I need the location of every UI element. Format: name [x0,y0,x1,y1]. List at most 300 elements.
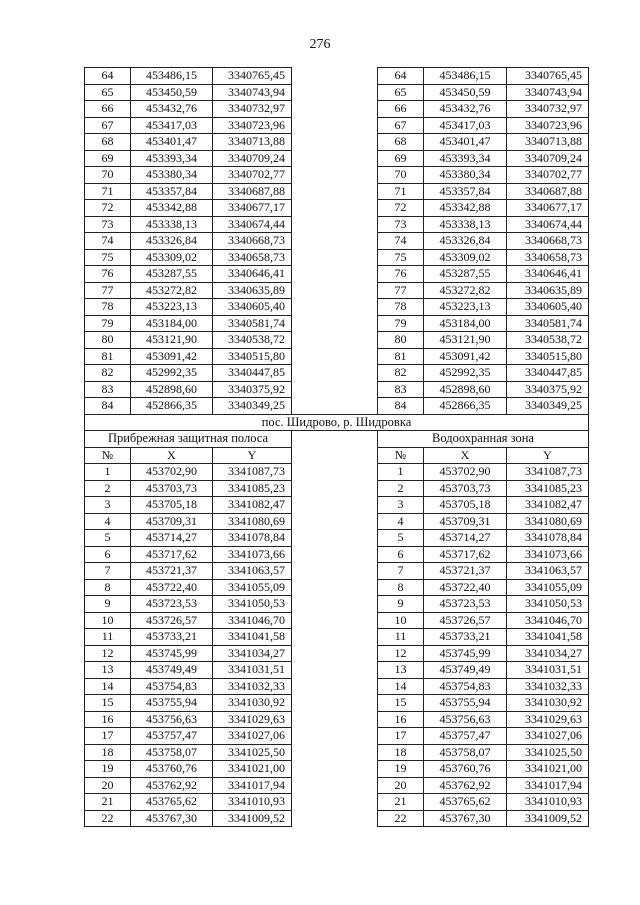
point-number-left: 11 [85,629,131,646]
x-coordinate-left: 453342,88 [131,200,213,217]
gap-cell [292,629,378,646]
x-coordinate-right: 452866,35 [424,398,507,415]
x-coordinate-right: 453722,40 [424,579,507,596]
y-coordinate-left: 3341021,00 [213,761,292,778]
x-coordinate-left: 453714,27 [131,530,213,547]
point-number-left: 68 [85,134,131,151]
y-coordinate-right: 3340375,92 [507,381,589,398]
y-coordinate-left: 3340732,97 [213,101,292,118]
table-row [85,299,589,316]
point-number-left: 65 [85,84,131,101]
table-row [85,810,589,827]
point-number-right: 9 [378,596,424,613]
x-coordinate-right: 453702,90 [424,464,507,481]
table-row [85,744,589,761]
x-coordinate-left: 453733,21 [131,629,213,646]
x-coordinate-left: 453705,18 [131,497,213,514]
y-coordinate-left: 3341041,58 [213,629,292,646]
point-number-left: 3 [85,497,131,514]
gap-cell [292,546,378,563]
gap-cell [292,645,378,662]
section-block [85,414,589,827]
y-coordinate-right: 3341080,69 [507,513,589,530]
point-number-left: 19 [85,761,131,778]
table-row [85,464,589,481]
x-coordinate-left: 453091,42 [131,348,213,365]
y-coordinate-right: 3341087,73 [507,464,589,481]
table-row [85,249,589,266]
point-number-right: 17 [378,728,424,745]
gap-cell [292,299,378,316]
point-number-left: 64 [85,68,131,85]
y-coordinate-left: 3341085,23 [213,480,292,497]
y-coordinate-right: 3340581,74 [507,315,589,332]
point-number-right: 20 [378,777,424,794]
table-row [85,381,589,398]
x-coordinate-right: 453338,13 [424,216,507,233]
point-number-left: 80 [85,332,131,349]
gap-cell [292,134,378,151]
point-number-left: 75 [85,249,131,266]
point-number-right: 21 [378,794,424,811]
y-coordinate-left: 3341073,66 [213,546,292,563]
y-coordinate-right: 3340709,24 [507,150,589,167]
point-number-right: 72 [378,200,424,217]
y-coordinate-right: 3341078,84 [507,530,589,547]
point-number-left: 67 [85,117,131,134]
table-row [85,266,589,283]
y-coordinate-right: 3341010,93 [507,794,589,811]
y-coordinate-right: 3340723,96 [507,117,589,134]
point-number-right: 65 [378,84,424,101]
gap-cell [292,794,378,811]
y-coordinate-left: 3341082,47 [213,497,292,514]
x-coordinate-left: 453357,84 [131,183,213,200]
point-number-left: 82 [85,365,131,382]
x-coordinate-right: 453749,49 [424,662,507,679]
gap-cell [292,810,378,827]
x-coordinate-left: 453765,62 [131,794,213,811]
x-coordinate-right: 453393,34 [424,150,507,167]
table-row [85,695,589,712]
point-number-left: 10 [85,612,131,629]
x-coordinate-left: 453121,90 [131,332,213,349]
x-coordinate-right: 453380,34 [424,167,507,184]
x-coordinate-right: 453762,92 [424,777,507,794]
point-number-left: 1 [85,464,131,481]
gap-cell [292,216,378,233]
table-row [85,530,589,547]
gap-cell [292,480,378,497]
point-number-right: 19 [378,761,424,778]
y-coordinate-right: 3341009,52 [507,810,589,827]
x-coordinate-left: 453717,62 [131,546,213,563]
y-coordinate-right: 3341017,94 [507,777,589,794]
table-row [85,216,589,233]
y-coordinate-right: 3340702,77 [507,167,589,184]
gap-cell [292,101,378,118]
point-number-left: 69 [85,150,131,167]
table-row [85,315,589,332]
x-coordinate-right: 453417,03 [424,117,507,134]
point-number-right: 66 [378,101,424,118]
y-coordinate-left: 3341078,84 [213,530,292,547]
x-coordinate-left: 453287,55 [131,266,213,283]
x-coordinate-right: 453121,90 [424,332,507,349]
point-number-right: 1 [378,464,424,481]
gap-cell [292,150,378,167]
y-coordinate-left: 3340646,41 [213,266,292,283]
y-coordinate-right: 3341082,47 [507,497,589,514]
x-coordinate-left: 453749,49 [131,662,213,679]
y-coordinate-right: 3340732,97 [507,101,589,118]
point-number-left: 13 [85,662,131,679]
table-row [85,612,589,629]
gap-cell [292,315,378,332]
header-x-right: X [424,447,507,464]
table-row [85,233,589,250]
point-number-left: 76 [85,266,131,283]
y-coordinate-left: 3340581,74 [213,315,292,332]
y-coordinate-right: 3340349,25 [507,398,589,415]
y-coordinate-left: 3340668,73 [213,233,292,250]
y-coordinate-right: 3340658,73 [507,249,589,266]
x-coordinate-right: 453705,18 [424,497,507,514]
x-coordinate-right: 453287,55 [424,266,507,283]
header-num-left: № [85,447,131,464]
y-coordinate-right: 3340538,72 [507,332,589,349]
point-number-right: 10 [378,612,424,629]
gap-cell [292,596,378,613]
y-coordinate-right: 3340765,45 [507,68,589,85]
x-coordinate-left: 453432,76 [131,101,213,118]
x-coordinate-left: 453417,03 [131,117,213,134]
y-coordinate-right: 3340668,73 [507,233,589,250]
x-coordinate-left: 453393,34 [131,150,213,167]
y-coordinate-left: 3340349,25 [213,398,292,415]
table-row [85,794,589,811]
point-number-right: 6 [378,546,424,563]
y-coordinate-left: 3341029,63 [213,711,292,728]
table-row [85,579,589,596]
gap-cell [292,563,378,580]
x-coordinate-right: 453745,99 [424,645,507,662]
point-number-right: 12 [378,645,424,662]
x-coordinate-left: 452866,35 [131,398,213,415]
y-coordinate-left: 3340375,92 [213,381,292,398]
y-coordinate-left: 3340674,44 [213,216,292,233]
gap-cell [292,332,378,349]
gap-cell [292,200,378,217]
y-coordinate-left: 3340713,88 [213,134,292,151]
y-coordinate-left: 3341034,27 [213,645,292,662]
x-coordinate-left: 453486,15 [131,68,213,85]
point-number-right: 7 [378,563,424,580]
y-coordinate-left: 3340765,45 [213,68,292,85]
y-coordinate-left: 3341050,53 [213,596,292,613]
y-coordinate-right: 3340743,94 [507,84,589,101]
point-number-right: 79 [378,315,424,332]
column-header-row [85,447,589,464]
x-coordinate-right: 453401,47 [424,134,507,151]
y-coordinate-left: 3341025,50 [213,744,292,761]
x-coordinate-left: 453754,83 [131,678,213,695]
point-number-left: 8 [85,579,131,596]
table-row [85,563,589,580]
x-coordinate-left: 453272,82 [131,282,213,299]
y-coordinate-right: 3341085,23 [507,480,589,497]
gap-cell [292,84,378,101]
x-coordinate-right: 453721,37 [424,563,507,580]
y-coordinate-right: 3341034,27 [507,645,589,662]
gap-cell [292,777,378,794]
point-number-left: 12 [85,645,131,662]
x-coordinate-right: 453486,15 [424,68,507,85]
gap-cell [292,68,378,85]
point-number-right: 81 [378,348,424,365]
x-coordinate-right: 453342,88 [424,200,507,217]
point-number-right: 16 [378,711,424,728]
point-number-right: 14 [378,678,424,695]
y-coordinate-left: 3340677,17 [213,200,292,217]
y-coordinate-right: 3341063,57 [507,563,589,580]
point-number-right: 69 [378,150,424,167]
x-coordinate-left: 453762,92 [131,777,213,794]
header-x-left: X [131,447,213,464]
point-number-right: 82 [378,365,424,382]
header-num-right: № [378,447,424,464]
table-row [85,513,589,530]
x-coordinate-right: 453357,84 [424,183,507,200]
subtitle-row [85,431,589,448]
point-number-right: 84 [378,398,424,415]
point-number-right: 5 [378,530,424,547]
x-coordinate-right: 453765,62 [424,794,507,811]
x-coordinate-left: 453756,63 [131,711,213,728]
point-number-left: 72 [85,200,131,217]
point-number-right: 74 [378,233,424,250]
x-coordinate-left: 453338,13 [131,216,213,233]
gap-cell [292,233,378,250]
table-row [85,134,589,151]
page-number: 276 [309,37,331,52]
y-coordinate-left: 3340709,24 [213,150,292,167]
x-coordinate-right: 453432,76 [424,101,507,118]
gap-cell [292,117,378,134]
point-number-left: 16 [85,711,131,728]
y-coordinate-left: 3341087,73 [213,464,292,481]
x-coordinate-left: 453326,84 [131,233,213,250]
x-coordinate-left: 453703,73 [131,480,213,497]
point-number-right: 18 [378,744,424,761]
y-coordinate-left: 3340723,96 [213,117,292,134]
point-number-left: 2 [85,480,131,497]
gap-cell [292,761,378,778]
y-coordinate-right: 3341050,53 [507,596,589,613]
point-number-right: 80 [378,332,424,349]
gap-cell [292,183,378,200]
table-row [85,200,589,217]
table-row [85,348,589,365]
table-row [85,761,589,778]
x-coordinate-right: 453767,30 [424,810,507,827]
y-coordinate-left: 3340605,40 [213,299,292,316]
point-number-right: 78 [378,299,424,316]
y-coordinate-right: 3340687,88 [507,183,589,200]
table-row [85,777,589,794]
y-coordinate-left: 3341063,57 [213,563,292,580]
point-number-left: 81 [85,348,131,365]
x-coordinate-right: 453723,53 [424,596,507,613]
point-number-right: 70 [378,167,424,184]
x-coordinate-left: 452898,60 [131,381,213,398]
point-number-right: 64 [378,68,424,85]
x-coordinate-right: 453755,94 [424,695,507,712]
table-row [85,282,589,299]
table-row [85,629,589,646]
x-coordinate-right: 453091,42 [424,348,507,365]
x-coordinate-left: 453184,00 [131,315,213,332]
point-number-left: 21 [85,794,131,811]
x-coordinate-left: 452992,35 [131,365,213,382]
point-number-left: 73 [85,216,131,233]
y-coordinate-right: 3341027,06 [507,728,589,745]
gap-cell [292,398,378,415]
point-number-left: 79 [85,315,131,332]
x-coordinate-left: 453723,53 [131,596,213,613]
gap-cell [292,530,378,547]
y-coordinate-left: 3340702,77 [213,167,292,184]
gap-cell [292,266,378,283]
table-row [85,332,589,349]
y-coordinate-left: 3341080,69 [213,513,292,530]
y-coordinate-left: 3340515,80 [213,348,292,365]
gap-cell [292,447,378,464]
x-coordinate-right: 453717,62 [424,546,507,563]
right-subtitle: Водоохранная зона [378,431,589,448]
y-coordinate-right: 3340515,80 [507,348,589,365]
x-coordinate-right: 453760,76 [424,761,507,778]
y-coordinate-left: 3340538,72 [213,332,292,349]
x-coordinate-right: 453326,84 [424,233,507,250]
y-coordinate-right: 3341046,70 [507,612,589,629]
point-number-right: 8 [378,579,424,596]
point-number-right: 2 [378,480,424,497]
table-row [85,596,589,613]
point-number-right: 15 [378,695,424,712]
x-coordinate-left: 453767,30 [131,810,213,827]
coordinates-table [84,67,589,827]
y-coordinate-left: 3341055,09 [213,579,292,596]
header-y-right: Y [507,447,589,464]
section-title-row [85,414,589,431]
x-coordinate-right: 453309,02 [424,249,507,266]
gap-cell [292,728,378,745]
point-number-right: 11 [378,629,424,646]
x-coordinate-right: 452992,35 [424,365,507,382]
x-coordinate-right: 453184,00 [424,315,507,332]
x-coordinate-left: 453401,47 [131,134,213,151]
x-coordinate-right: 453709,31 [424,513,507,530]
y-coordinate-left: 3341027,06 [213,728,292,745]
gap-cell [292,695,378,712]
point-number-right: 4 [378,513,424,530]
y-coordinate-left: 3340743,94 [213,84,292,101]
table-row [85,497,589,514]
point-number-left: 84 [85,398,131,415]
y-coordinate-right: 3340447,85 [507,365,589,382]
point-number-left: 71 [85,183,131,200]
x-coordinate-right: 453726,57 [424,612,507,629]
x-coordinate-right: 453450,59 [424,84,507,101]
x-coordinate-left: 453721,37 [131,563,213,580]
gap-cell [292,662,378,679]
point-number-left: 15 [85,695,131,712]
gap-cell [292,464,378,481]
y-coordinate-right: 3341025,50 [507,744,589,761]
point-number-left: 14 [85,678,131,695]
gap-cell [292,348,378,365]
point-number-left: 78 [85,299,131,316]
point-number-left: 5 [85,530,131,547]
point-number-left: 7 [85,563,131,580]
left-subtitle: Прибрежная защитная полоса [85,431,292,448]
table-row [85,117,589,134]
y-coordinate-left: 3341010,93 [213,794,292,811]
x-coordinate-right: 453757,47 [424,728,507,745]
point-number-right: 22 [378,810,424,827]
point-number-right: 67 [378,117,424,134]
gap-cell [292,711,378,728]
y-coordinate-left: 3341031,51 [213,662,292,679]
x-coordinate-right: 453754,83 [424,678,507,695]
y-coordinate-left: 3341009,52 [213,810,292,827]
x-coordinate-right: 453758,07 [424,744,507,761]
y-coordinate-right: 3340713,88 [507,134,589,151]
point-number-left: 4 [85,513,131,530]
x-coordinate-left: 453223,13 [131,299,213,316]
point-number-left: 77 [85,282,131,299]
table-row [85,398,589,415]
table-row [85,68,589,85]
y-coordinate-left: 3341032,33 [213,678,292,695]
y-coordinate-right: 3341021,00 [507,761,589,778]
point-number-right: 3 [378,497,424,514]
y-coordinate-left: 3341030,92 [213,695,292,712]
gap-cell [292,282,378,299]
x-coordinate-left: 453757,47 [131,728,213,745]
table-row [85,365,589,382]
x-coordinate-right: 453703,73 [424,480,507,497]
x-coordinate-left: 453755,94 [131,695,213,712]
y-coordinate-right: 3340635,89 [507,282,589,299]
point-number-left: 18 [85,744,131,761]
y-coordinate-left: 3340658,73 [213,249,292,266]
x-coordinate-left: 453758,07 [131,744,213,761]
x-coordinate-right: 453733,21 [424,629,507,646]
point-number-left: 74 [85,233,131,250]
x-coordinate-left: 453722,40 [131,579,213,596]
gap-cell [292,381,378,398]
point-number-right: 83 [378,381,424,398]
table-row [85,84,589,101]
x-coordinate-right: 453756,63 [424,711,507,728]
x-coordinate-left: 453709,31 [131,513,213,530]
table-row [85,167,589,184]
point-number-left: 17 [85,728,131,745]
x-coordinate-left: 453702,90 [131,464,213,481]
y-coordinate-right: 3341029,63 [507,711,589,728]
